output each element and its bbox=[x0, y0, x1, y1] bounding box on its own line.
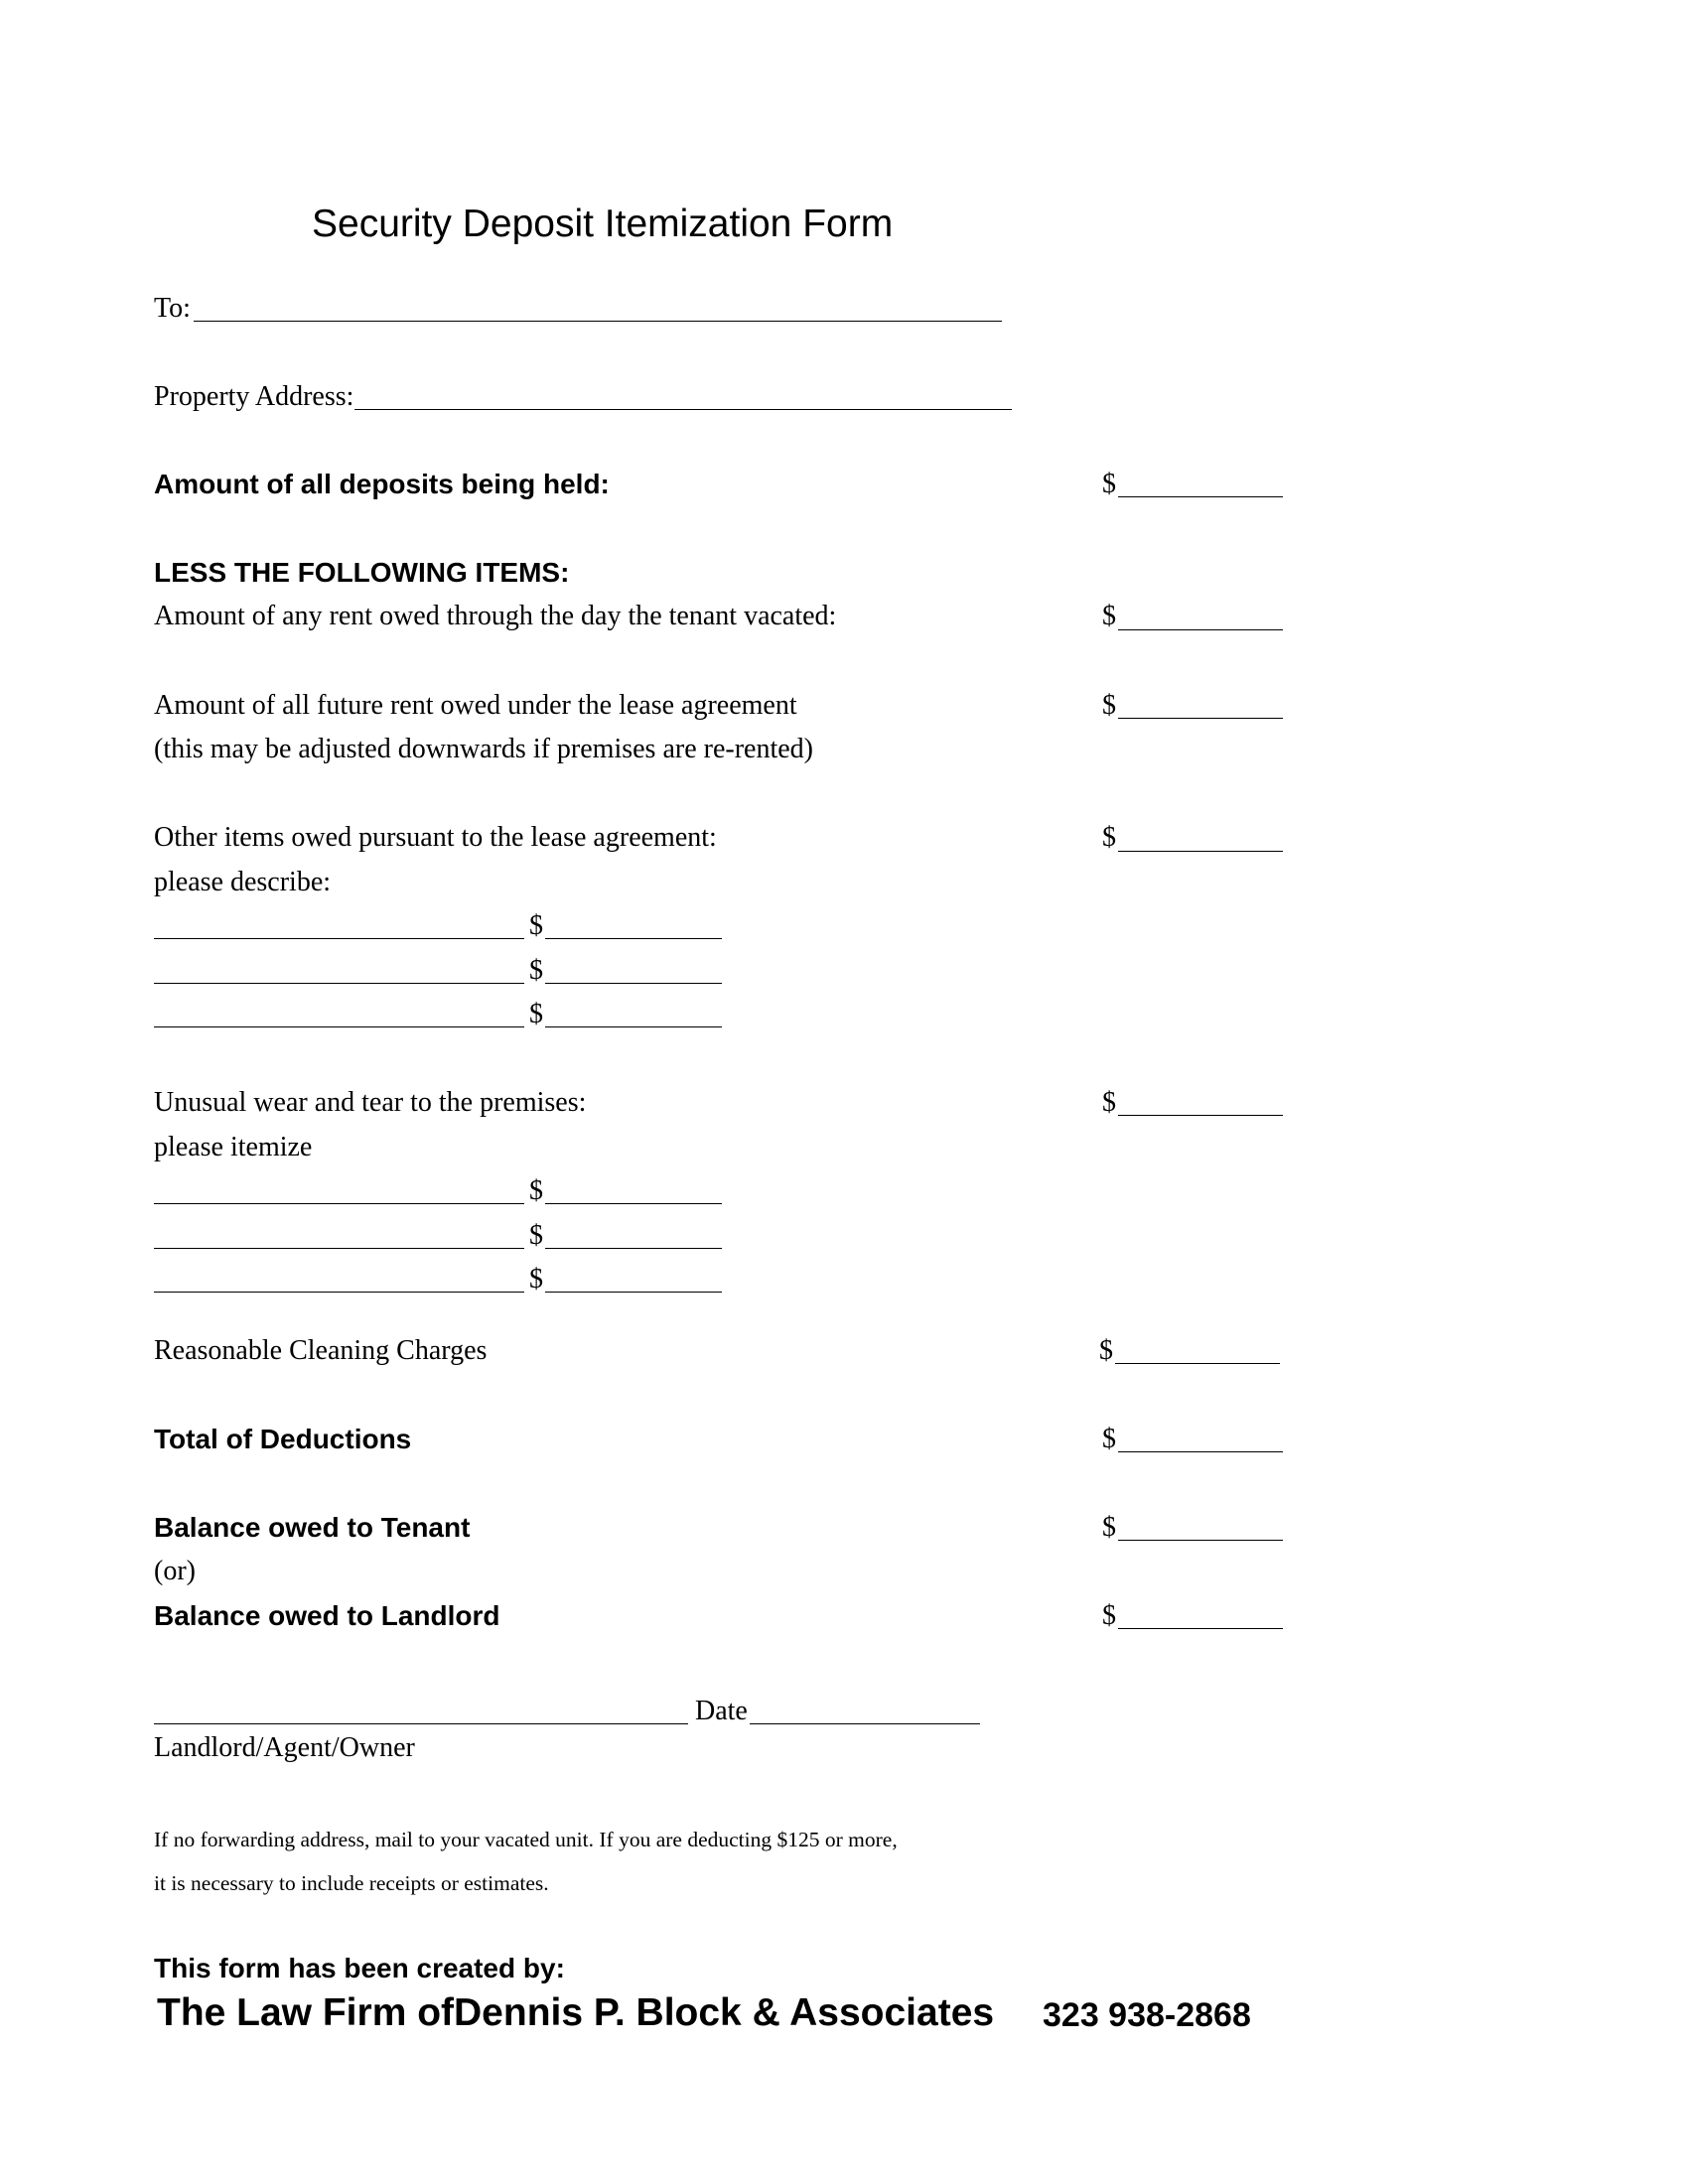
total-deductions-label: Total of Deductions bbox=[154, 1424, 412, 1454]
total-deductions-field[interactable] bbox=[1118, 1451, 1283, 1452]
amount-held-currency: $ bbox=[1102, 469, 1116, 499]
other-item-amount-3[interactable] bbox=[545, 1026, 722, 1027]
rent-owed-currency: $ bbox=[1102, 601, 1116, 631]
wear-item-description-2[interactable] bbox=[154, 1248, 524, 1249]
rent-owed-label: Amount of any rent owed through the day the tenant vacated: bbox=[154, 601, 837, 631]
wear-item-amount-1[interactable] bbox=[545, 1203, 722, 1204]
firm-name: The Law Firm ofDennis P. Block & Associates bbox=[157, 1991, 995, 2034]
other-item-amount-1[interactable] bbox=[545, 938, 722, 939]
notice-line-2: it is necessary to include receipts or estimates. bbox=[154, 1871, 549, 1895]
wear-item-currency-1: $ bbox=[529, 1175, 543, 1206]
balance-tenant-currency: $ bbox=[1102, 1512, 1116, 1543]
other-items-label: Other items owed pursuant to the lease agreement: bbox=[154, 822, 717, 853]
balance-landlord-label: Balance owed to Landlord bbox=[154, 1600, 500, 1631]
future-rent-currency: $ bbox=[1102, 690, 1116, 721]
wear-item-currency-3: $ bbox=[529, 1264, 543, 1295]
other-item-description-2[interactable] bbox=[154, 983, 524, 984]
wear-item-currency-2: $ bbox=[529, 1220, 543, 1251]
to-field[interactable] bbox=[194, 321, 1002, 322]
other-item-currency-1: $ bbox=[529, 910, 543, 941]
less-items-heading: LESS THE FOLLOWING ITEMS: bbox=[154, 557, 570, 588]
balance-landlord-field[interactable] bbox=[1118, 1628, 1283, 1629]
amount-held-field[interactable] bbox=[1118, 496, 1283, 497]
cleaning-label: Reasonable Cleaning Charges bbox=[154, 1335, 488, 1366]
wear-tear-field[interactable] bbox=[1118, 1115, 1283, 1116]
property-address-label: Property Address: bbox=[154, 381, 354, 412]
wear-tear-currency: $ bbox=[1102, 1087, 1116, 1118]
wear-item-description-3[interactable] bbox=[154, 1292, 524, 1293]
cleaning-currency: $ bbox=[1099, 1335, 1113, 1366]
other-items-field[interactable] bbox=[1118, 851, 1283, 852]
other-item-description-1[interactable] bbox=[154, 938, 524, 939]
notice-line-1: If no forwarding address, mail to your vacated unit. If you are deducting $125 or more, bbox=[154, 1828, 898, 1851]
other-item-currency-2: $ bbox=[529, 955, 543, 986]
firm-phone: 323 938-2868 bbox=[1043, 1996, 1251, 2034]
other-item-description-3[interactable] bbox=[154, 1026, 524, 1027]
future-rent-field[interactable] bbox=[1118, 718, 1283, 719]
to-label: To: bbox=[154, 293, 191, 324]
other-items-currency: $ bbox=[1102, 822, 1116, 853]
signature-field[interactable] bbox=[154, 1723, 688, 1724]
please-describe-label: please describe: bbox=[154, 867, 332, 897]
future-rent-note: (this may be adjusted downwards if premises are re-rented) bbox=[154, 734, 813, 764]
cleaning-field[interactable] bbox=[1115, 1363, 1280, 1364]
wear-item-description-1[interactable] bbox=[154, 1203, 524, 1204]
rent-owed-field[interactable] bbox=[1118, 629, 1283, 630]
or-label: (or) bbox=[154, 1556, 196, 1586]
date-label: Date bbox=[695, 1696, 748, 1726]
amount-held-label: Amount of all deposits being held: bbox=[154, 469, 610, 499]
wear-item-amount-2[interactable] bbox=[545, 1248, 722, 1249]
total-deductions-currency: $ bbox=[1102, 1424, 1116, 1454]
page-title: Security Deposit Itemization Form bbox=[312, 203, 894, 245]
other-item-amount-2[interactable] bbox=[545, 983, 722, 984]
wear-item-amount-3[interactable] bbox=[545, 1292, 722, 1293]
property-address-field[interactable] bbox=[354, 409, 1012, 410]
balance-tenant-label: Balance owed to Tenant bbox=[154, 1512, 471, 1543]
wear-tear-label: Unusual wear and tear to the premises: bbox=[154, 1087, 587, 1118]
date-field[interactable] bbox=[750, 1723, 980, 1724]
balance-landlord-currency: $ bbox=[1102, 1600, 1116, 1631]
please-itemize-label: please itemize bbox=[154, 1132, 313, 1162]
future-rent-label: Amount of all future rent owed under the lease agreement bbox=[154, 690, 797, 721]
created-by-label: This form has been created by: bbox=[154, 1953, 565, 1983]
other-item-currency-3: $ bbox=[529, 999, 543, 1029]
balance-tenant-field[interactable] bbox=[1118, 1540, 1283, 1541]
signature-label: Landlord/Agent/Owner bbox=[154, 1732, 415, 1763]
